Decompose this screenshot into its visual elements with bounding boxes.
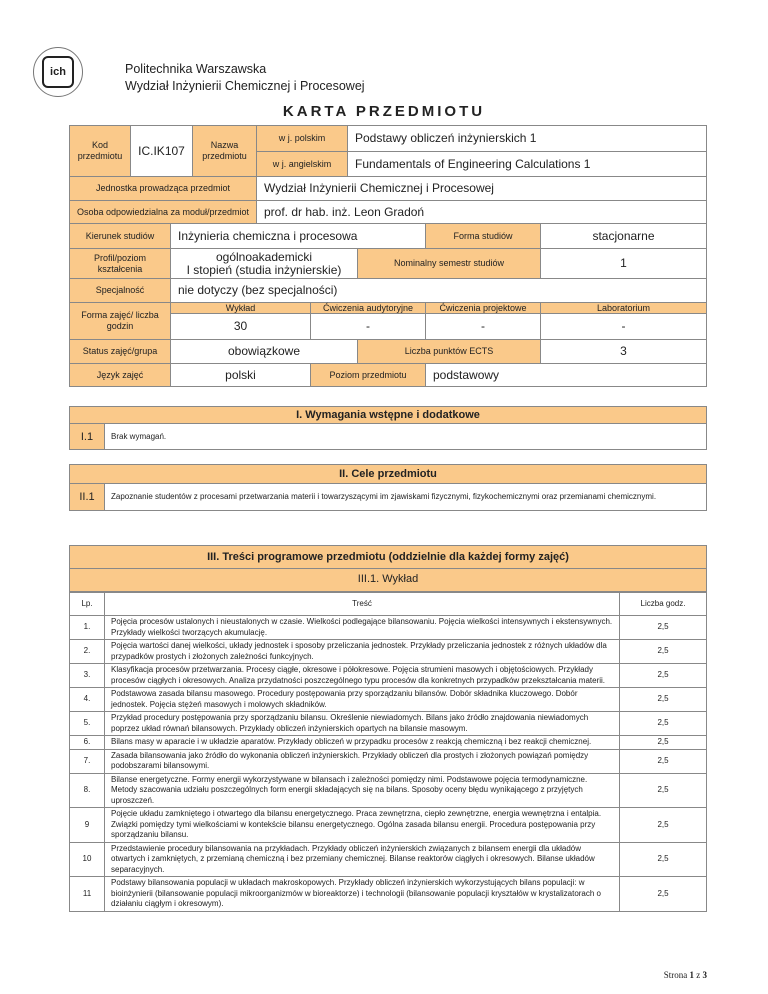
lab-label: Laboratorium <box>540 302 707 314</box>
section-goals <box>69 464 707 511</box>
wyklad-value: 30 <box>170 313 311 340</box>
table-row <box>70 712 707 736</box>
table-row <box>70 842 707 877</box>
row-number: 1. <box>70 616 105 640</box>
row-hours: 2,5 <box>620 688 707 712</box>
profil-value-line2: I stopień (studia inżynierskie) <box>186 262 342 277</box>
forma-zajec-label: Forma zajęć/ liczba godzin <box>69 302 171 340</box>
page-title: KARTA PRZEDMIOTU <box>282 103 486 120</box>
footer-prefix: Strona <box>663 970 688 980</box>
jezyk-value: polski <box>170 363 311 387</box>
footer-page: 1 <box>689 970 694 980</box>
row-number: 11 <box>70 877 105 912</box>
specjalnosc-value: nie dotyczy (bez specjalności) <box>170 278 707 303</box>
profil-label: Profil/poziom kształcenia <box>69 248 171 279</box>
forma-studiow-value: stacjonarne <box>540 223 707 249</box>
row-content: Bilans masy w aparacie i w układzie aparatów. Przykłady obliczeń w przypadku procesów z reakcją chemiczną i bez reakcji chemicznej. <box>105 736 620 750</box>
section-title: I. Wymagania wstępne i dodatkowe <box>69 406 707 424</box>
table-row <box>70 616 707 640</box>
wyklad-label: Wykład <box>170 302 311 314</box>
osoba-value: prof. dr hab. inż. Leon Gradoń <box>256 200 707 224</box>
row-hours: 2,5 <box>620 773 707 808</box>
pl-value: Podstawy obliczeń inżynierskich 1 <box>347 125 707 152</box>
row-content: Podstawy bilansowania populacji w układach makroskopowych. Przykłady obliczeń inżynierskich wykorzystujących bilans populacji: w bioinżynierii (bilansowanie populacji mikroorganizmów w bioreaktorze) i technologii (bilansowanie populacji kryształów w krystalizatorach o działaniu ciągłym i okresowym). <box>105 877 620 912</box>
section-content <box>69 545 707 592</box>
row-hours: 2,5 <box>620 640 707 664</box>
row-number: 4. <box>70 688 105 712</box>
kierunek-value: Inżynieria chemiczna i procesowa <box>170 223 426 249</box>
row-content: Pojęcia procesów ustalonych i nieustalonych w czasie. Wielkości podlegające bilansowaniu. Pojęcia wielkości intensywnych i ekstensywnych. Przykłady wielkości tworzących akumulację. <box>105 616 620 640</box>
row-hours: 2,5 <box>620 842 707 877</box>
profil-value-line1: ogólnoakademicki <box>215 249 313 264</box>
poziom-label: Poziom przedmiotu <box>310 363 426 387</box>
en-value: Fundamentals of Engineering Calculations 1 <box>347 151 707 177</box>
row-number: 9 <box>70 808 105 843</box>
row-content: Klasyfikacja procesów przetwarzania. Procesy ciągłe, okresowe i półokresowe. Pojęcia strumieni masowych i objętościowych. Przykłady procesów ciągłych i okresowych. Analiza przydatności poszczególnego typu procesów dla konkretnych przypadków przekształcania materii. <box>105 664 620 688</box>
en-label: w j. angielskim <box>256 151 348 177</box>
section-title: II. Cele przedmiotu <box>69 464 707 484</box>
audytoryjne-value: - <box>310 313 426 340</box>
poziom-value: podstawowy <box>425 363 707 387</box>
row-hours: 2,5 <box>620 712 707 736</box>
institution-name: Politechnika Warszawska <box>125 62 267 76</box>
status-label: Status zajęć/grupa <box>69 339 171 364</box>
section-requirements <box>69 406 707 450</box>
table-row <box>70 808 707 843</box>
projektowe-value: - <box>425 313 541 340</box>
item-text: Zapoznanie studentów z procesami przetwarzania materii i towarzyszącymi im zjawiskami fizycznymi, fizykochemicznymi oraz przemianami chemicznymi. <box>111 492 657 501</box>
kierunek-label: Kierunek studiów <box>69 223 171 249</box>
logo-mark: ich <box>42 56 74 88</box>
faculty-name: Wydział Inżynierii Chemicznej i Procesowej <box>125 79 365 93</box>
lab-value: - <box>540 313 707 340</box>
row-content: Pojęcia wartości danej wielkości, układy jednostek i sposoby przeliczania jednostek. Przykłady przeliczania jednostek z różnych układów dla przypadków prostych i złożonych zależności funkcyjnych. <box>105 640 620 664</box>
section-title: III. Treści programowe przedmiotu (oddzielnie dla każdej formy zajęć) <box>69 545 707 569</box>
col-godz: Liczba godz. <box>620 593 707 616</box>
ects-label: Liczba punktów ECTS <box>357 339 541 364</box>
row-hours: 2,5 <box>620 808 707 843</box>
jednostka-label: Jednostka prowadząca przedmiot <box>69 176 257 201</box>
faculty-logo <box>33 47 83 97</box>
forma-studiow-label: Forma studiów <box>425 223 541 249</box>
nazwa-label: Nazwa przedmiotu <box>192 125 257 177</box>
row-content: Przedstawienie procedury bilansowania na przykładach. Przykłady obliczeń inżynierskich związanych z bilansem energii dla układów otwartych i zamkniętych, z przemianą chemiczną i bez przemiany chemicznej. Bilanse reaktorów ciągłych i okresowych. Bilanse układów separacyjnych. <box>105 842 620 877</box>
col-tresc: Treść <box>105 593 620 616</box>
table-row <box>70 773 707 808</box>
audytoryjne-label: Ćwiczenia audytoryjne <box>310 302 426 314</box>
profil-value <box>170 248 358 279</box>
kod-value: IC.IK107 <box>130 125 193 177</box>
institution-header <box>125 61 365 95</box>
kod-label: Kod przedmiotu <box>69 125 131 177</box>
item-number: I.1 <box>70 424 105 449</box>
jezyk-label: Język zajęć <box>69 363 171 387</box>
status-value: obowiązkowe <box>170 339 358 364</box>
projektowe-label: Ćwiczenia projektowe <box>425 302 541 314</box>
row-number: 10 <box>70 842 105 877</box>
row-content: Bilanse energetyczne. Formy energii wykorzystywane w bilansach i zależności pomiędzy nimi. Podstawowe pojęcia termodynamiczne. Metody szacowania udziału poszczególnych form energii składających się na bilans. Sposoby oceny błędu wynikającego z przyjętych uproszczeń. <box>105 773 620 808</box>
row-hours: 2,5 <box>620 877 707 912</box>
row-number: 7. <box>70 749 105 773</box>
specjalnosc-label: Specjalność <box>69 278 171 303</box>
row-number: 6. <box>70 736 105 750</box>
table-row <box>70 640 707 664</box>
semestr-label: Nominalny semestr studiów <box>357 248 541 279</box>
item-number: II.1 <box>70 484 105 510</box>
pl-label: w j. polskim <box>256 125 348 152</box>
row-number: 8. <box>70 773 105 808</box>
row-content: Pojęcie układu zamkniętego i otwartego dla bilansu energetycznego. Praca zewnętrzna, ciepło zewnętrzne, energia wewnętrzna i entalpia. Związki pomiędzy tymi wielkościami w kontekście bilansu energetycznego. Ogólna zasada bilansu energii. Procedura postępowania przy sporządzaniu bilansu. <box>105 808 620 843</box>
section-subtitle: III.1. Wykład <box>69 569 707 592</box>
footer-sep: z <box>696 970 701 980</box>
table-row <box>70 664 707 688</box>
col-lp: Lp. <box>70 593 105 616</box>
lecture-table <box>69 592 707 912</box>
item-text: Brak wymagań. <box>111 431 167 441</box>
row-number: 5. <box>70 712 105 736</box>
row-number: 3. <box>70 664 105 688</box>
osoba-label: Osoba odpowiedzialna za moduł/przedmiot <box>69 200 257 224</box>
semestr-value: 1 <box>540 248 707 279</box>
table-row <box>70 749 707 773</box>
ects-value: 3 <box>540 339 707 364</box>
row-number: 2. <box>70 640 105 664</box>
row-hours: 2,5 <box>620 616 707 640</box>
table-row <box>70 877 707 912</box>
row-hours: 2,5 <box>620 736 707 750</box>
row-hours: 2,5 <box>620 749 707 773</box>
footer-total: 3 <box>702 970 707 980</box>
table-row <box>70 688 707 712</box>
row-content: Podstawowa zasada bilansu masowego. Procedury postępowania przy sporządzaniu bilansów. Dobór składnika kluczowego. Dobór jednostek. Pojęcia stężeń masowych i molowych składników. <box>105 688 620 712</box>
row-hours: 2,5 <box>620 664 707 688</box>
row-content: Zasada bilansowania jako źródło do wykonania obliczeń inżynierskich. Przykłady obliczeń dla prostych i złożonych powiązań pomiędzy podobszarami bilansowymi. <box>105 749 620 773</box>
jednostka-value: Wydział Inżynierii Chemicznej i Procesowej <box>256 176 707 201</box>
page-footer <box>664 970 707 980</box>
table-row <box>70 736 707 750</box>
row-content: Przykład procedury postępowania przy sporządzaniu bilansu. Określenie niewiadomych. Bilans jako źródło znajdowania niewiadomych poprzez układ równań bilansowych. Przykłady obliczeń inżynierskich opartych na bilansie masowym. <box>105 712 620 736</box>
